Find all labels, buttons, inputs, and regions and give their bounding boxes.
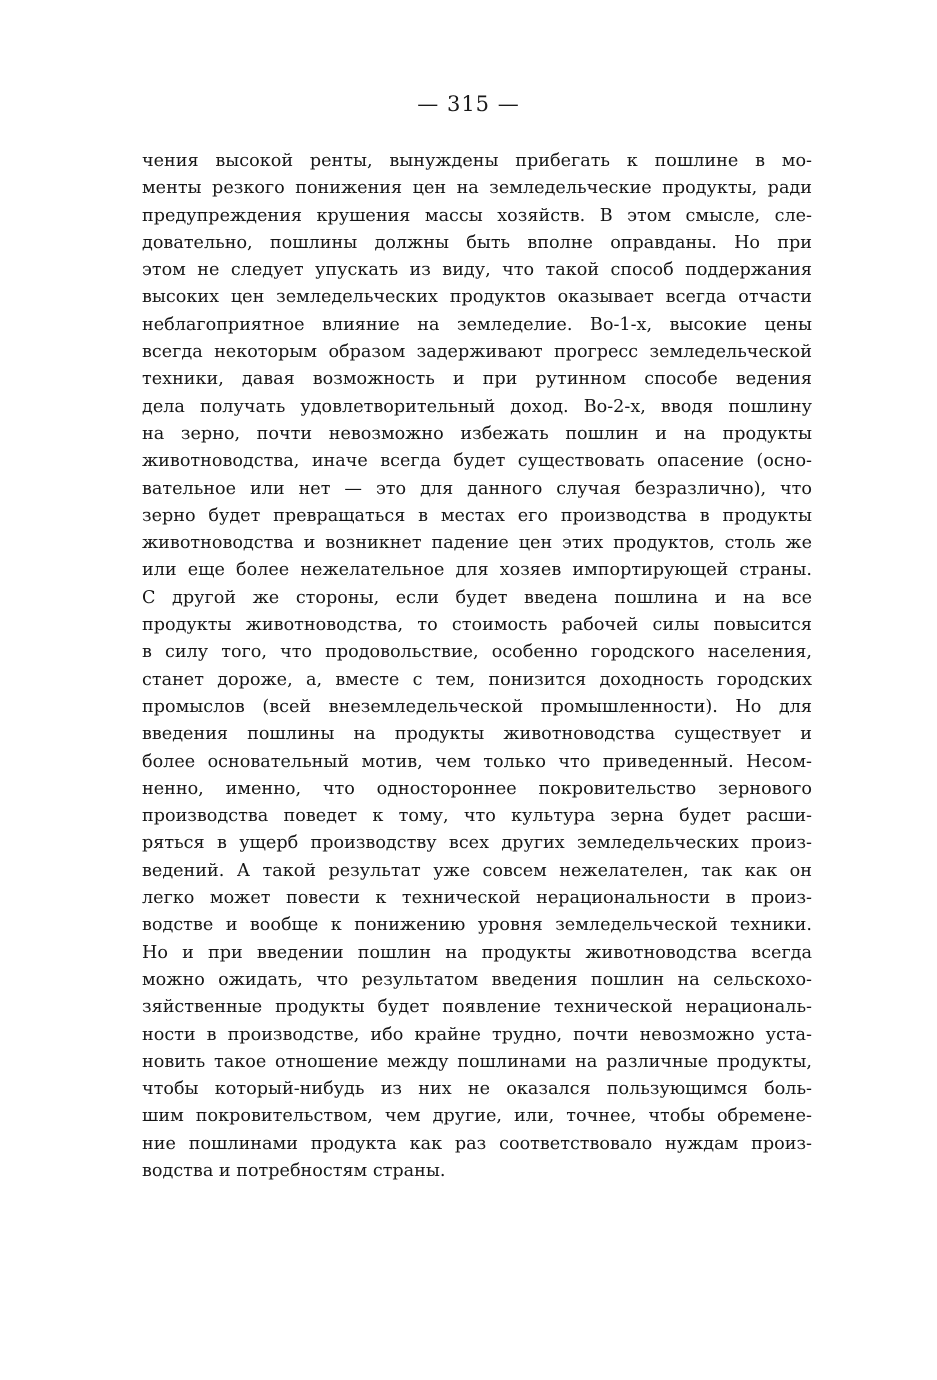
text-line: менты резкого понижения цен на земледельческие продукты, ради (142, 178, 812, 199)
text-line: ности в производстве, ибо крайне трудно, почти невозможно уста- (142, 1024, 812, 1045)
text-line: новить такое отношение между пошлинами на различные продукты, (142, 1051, 812, 1072)
text-line: или еще более нежелательное для хозяев импортирующей страны. (142, 560, 812, 581)
text-line: довательно, пошлины должны быть вполне оправданы. Но при (142, 232, 812, 253)
text-line: водстве и вообще к понижению уровня земледельческой техники. (142, 915, 812, 936)
text-line: введения пошлины на продукты животноводства существует и (142, 724, 812, 745)
text-line: более основательный мотив, чем только что приведенный. Несом- (142, 751, 812, 772)
text-line: чения высокой ренты, вынуждены прибегать к пошлине в мо- (142, 151, 812, 171)
text-line: водства и потребностям страны. (142, 1160, 446, 1181)
text-line: ведений. А такой результат уже совсем нежелателен, так как он (142, 860, 812, 881)
text-line: станет дороже, а, вместе с тем, понизится доходность городских (142, 669, 812, 690)
text-line: зерно будет превращаться в местах его производства в продукты (142, 505, 812, 526)
text-line: животноводства, иначе всегда будет существовать опасение (осно- (142, 451, 812, 472)
text-line: можно ожидать, что результатом введения пошлин на сельскохо- (142, 969, 812, 990)
text-line: шим покровительством, чем другие, или, точнее, чтобы обремене- (142, 1106, 812, 1127)
text-line: промыслов (всей внеземледельческой промышленности). Но для (142, 696, 812, 717)
text-line: Но и при введении пошлин на продукты животноводства всегда (142, 942, 812, 963)
text-line: производства поведет к тому, что культура зерна будет расши- (142, 806, 812, 827)
text-line: животноводства и возникнет падение цен этих продуктов, столь же (142, 533, 812, 554)
text-line: ряться в ущерб производству всех других земледельческих произ- (142, 833, 812, 854)
text-line: неблагоприятное влияние на земледелие. Во-1-х, высокие цены (142, 314, 812, 335)
text-line: высоких цен земледельческих продуктов оказывает всегда отчасти (142, 287, 812, 308)
text-line: ние пошлинами продукта как раз соответствовало нуждам произ- (142, 1133, 812, 1154)
text-line: продукты животноводства, то стоимость рабочей силы повысится (142, 615, 812, 636)
text-line: чтобы который-нибудь из них не оказался пользующимся боль- (142, 1079, 812, 1100)
text-line: дела получать удовлетворительный доход. Во-2-х, вводя пошлину (142, 396, 812, 417)
text-line: всегда некоторым образом задерживают прогресс земледельческой (142, 342, 812, 363)
text-line: техники, давая возможность и при рутинном способе ведения (142, 369, 812, 390)
text-line: зяйственные продукты будет появление технической нерациональ- (142, 997, 812, 1018)
text-line: этом не следует упускать из виду, что такой способ поддержания (142, 260, 812, 281)
text-line: вательное или нет — это для данного случая безразлично), что (142, 478, 812, 499)
text-line: С другой же стороны, если будет введена пошлина и на все (142, 587, 812, 608)
text-line: на зерно, почти невозможно избежать пошлин и на продукты (142, 423, 812, 444)
text-line: в силу того, что продовольствие, особенно городского населения, (142, 642, 812, 663)
text-line: ненно, именно, что одностороннее покровительство зернового (142, 778, 812, 799)
text-line: легко может повести к технической нерациональности в произ- (142, 888, 812, 909)
body-text (142, 148, 812, 1185)
page-number: — 315 — (417, 92, 520, 116)
text-line: предупреждения крушения массы хозяйств. В этом смысле, сле- (142, 205, 812, 226)
